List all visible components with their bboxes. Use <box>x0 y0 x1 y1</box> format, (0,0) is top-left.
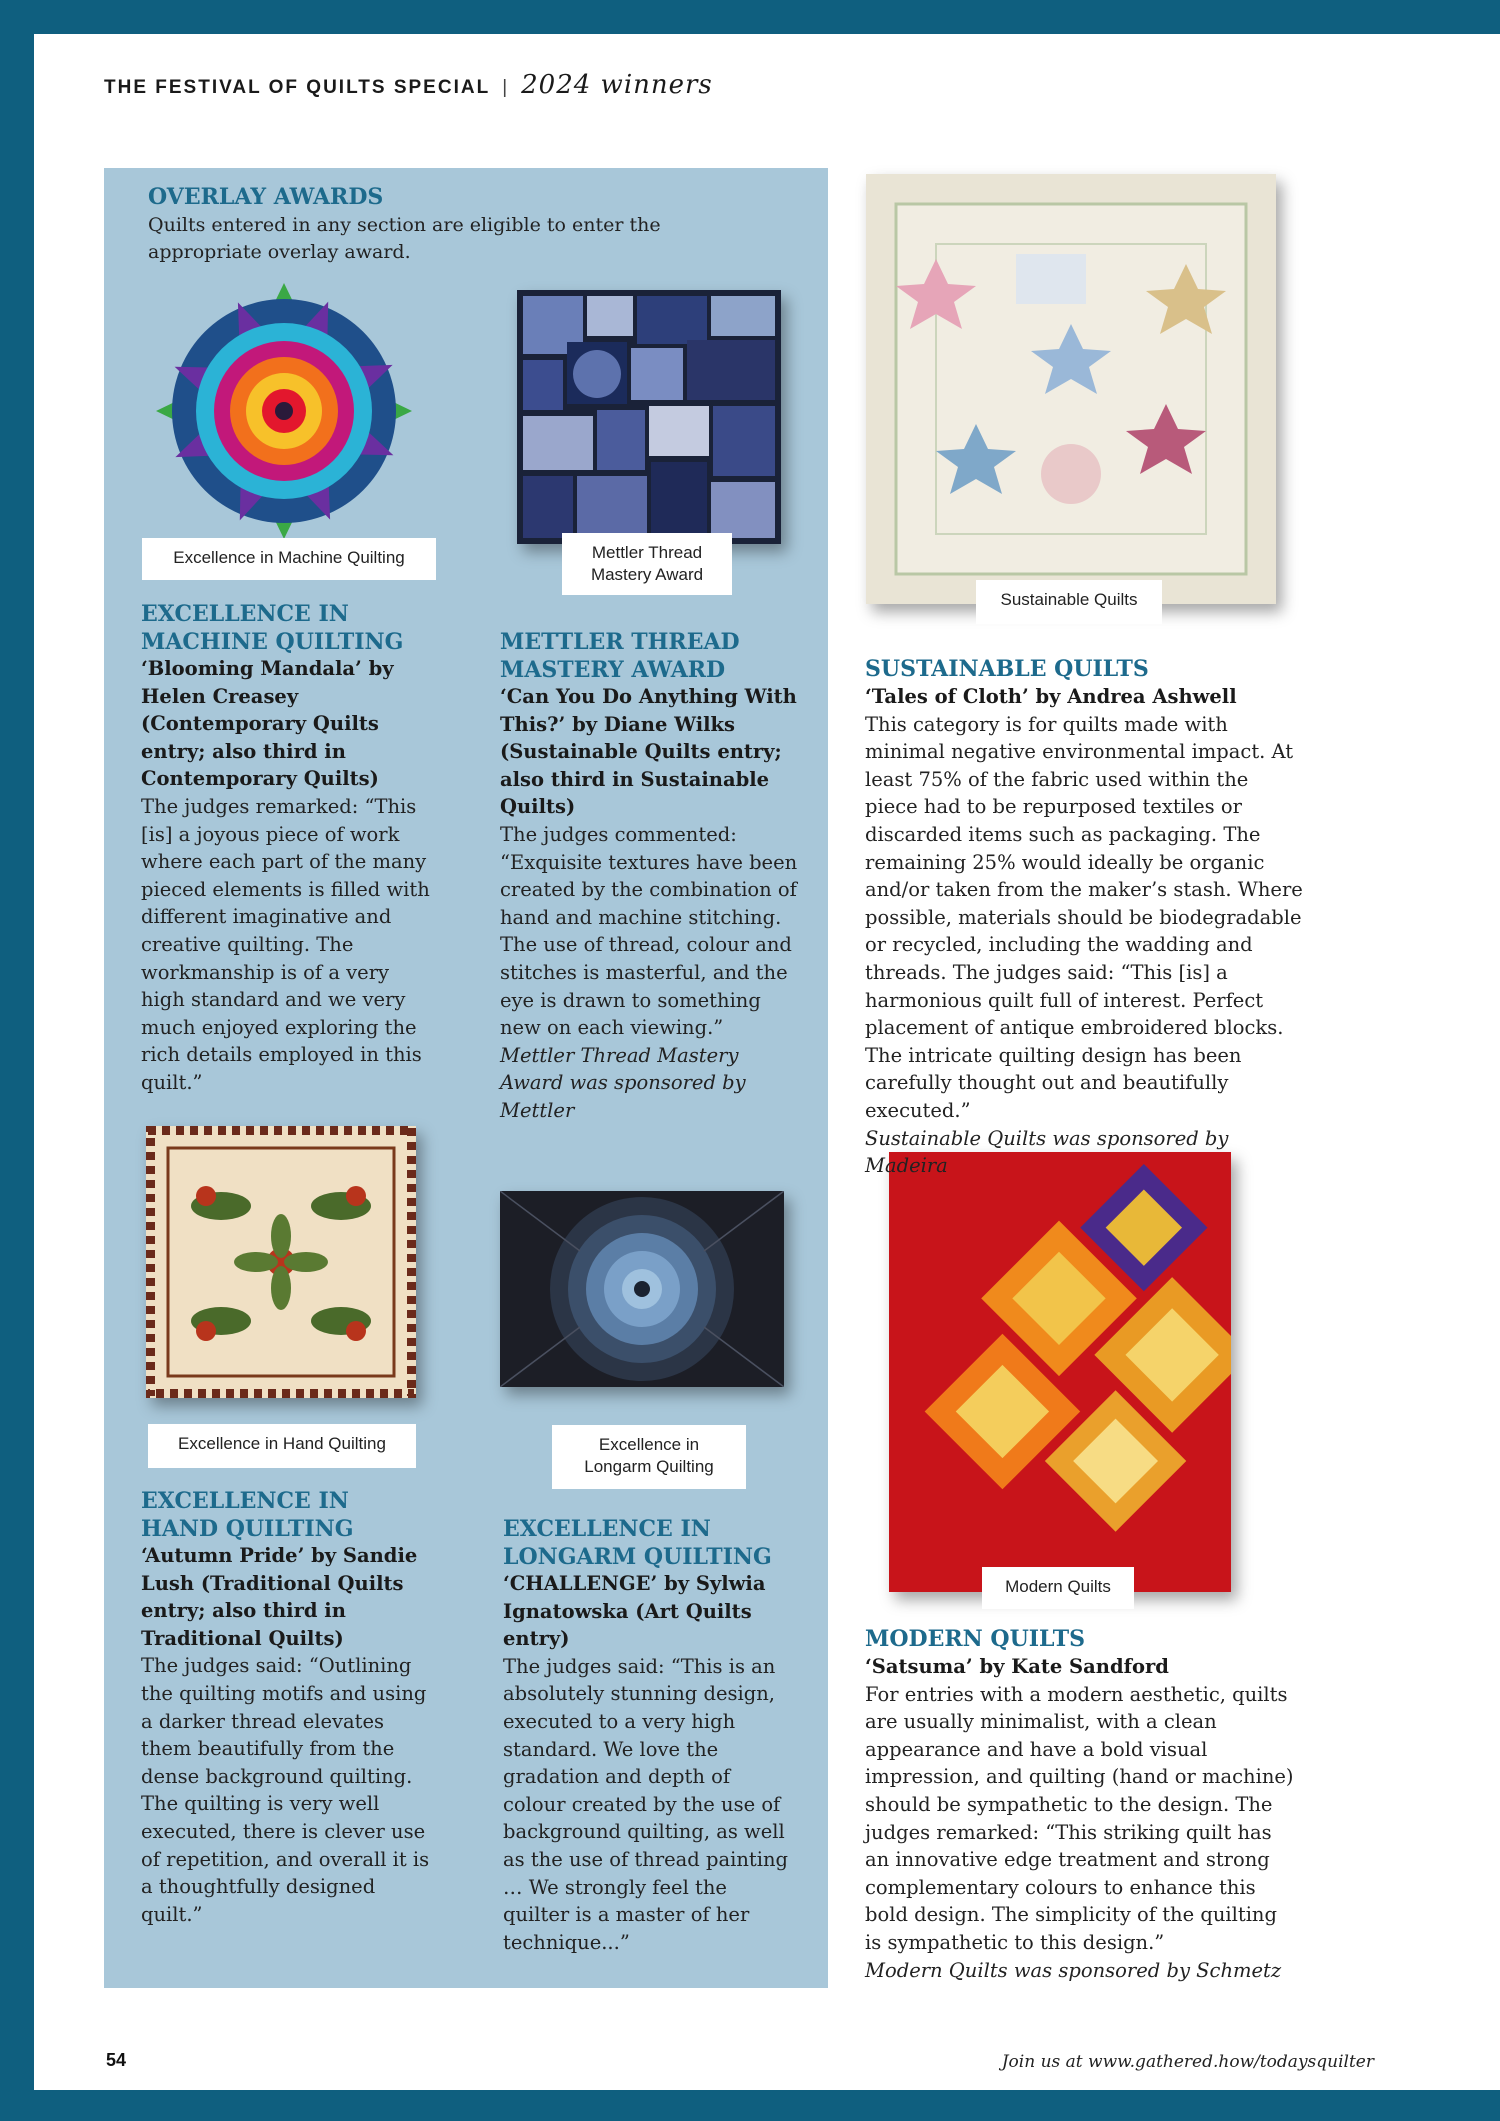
hand-heading: EXCELLENCE IN HAND QUILTING <box>141 1488 354 1542</box>
sustainable-label: Sustainable Quilts <box>976 580 1162 624</box>
header-subtitle: 2024 winners <box>521 70 713 100</box>
modern-title: ‘Satsuma’ by Kate Sandford <box>865 1655 1169 1678</box>
longarm-heading: EXCELLENCE IN LONGARM QUILTING <box>503 1516 772 1570</box>
machine-heading: EXCELLENCE IN MACHINE QUILTING <box>141 601 404 655</box>
overlay-awards-title: OVERLAY AWARDS <box>148 184 384 210</box>
hand-quilting-label: Excellence in Hand Quilting <box>148 1424 416 1468</box>
sustainable-sponsor: Sustainable Quilts was sponsored by Madeira <box>865 1126 1229 1178</box>
mettler-label: Mettler Thread Mastery Award <box>562 533 732 595</box>
modern-label: Modern Quilts <box>982 1567 1134 1609</box>
longarm-title: ‘CHALLENGE’ by Sylwia Ignatowska (Art Quilts entry) <box>503 1572 766 1651</box>
sustainable-body: This category is for quilts made with minimal negative environmental impact. At least 75% of the fabric used within the piece had to be repurposed textiles or discarded items such as packaging. The remaining 25% would ideally be organic and/or taken from the maker’s stash. Where possible, materials should be biodegradable or recycled, including the wadding and threads. The judges said: “This [is] a harmonious quilt full of interest. Perfect placement of antique embroidered blocks. The intricate quilting design has been carefully thought out and beautifully executed.” <box>865 712 1303 1122</box>
longarm-body: The judges said: “This is an absolutely stunning design, executed to a very high standard. We love the gradation and depth of colour created by the use of background quilting, as well as the use of thread painting … We strongly feel the quilter is a master of her technique...” <box>503 1654 789 1954</box>
page-header <box>104 70 713 100</box>
hand-title: ‘Autumn Pride’ by Sandie Lush (Traditional Quilts entry; also third in Traditional Quilts) <box>141 1544 418 1650</box>
longarm-label: Excellence in Longarm Quilting <box>552 1425 746 1489</box>
can-you-do-anything-image <box>517 290 781 544</box>
mettler-body: The judges commented: “Exquisite textures have been created by the combination of hand and machine stitching. The use of thread, colour and stitches is masterful, and the eye is drawn to something new on each viewing.” <box>500 822 798 1040</box>
mettler-heading: METTLER THREAD MASTERY AWARD <box>500 629 740 683</box>
longarm-text <box>503 1570 793 1956</box>
header-separator: | <box>502 77 510 98</box>
machine-title: ‘Blooming Mandala’ by Helen Creasey (Contemporary Quilts entry; also third in Contemporary Quilts) <box>141 657 394 791</box>
satsuma-image <box>889 1152 1231 1592</box>
footer-url: Join us at www.gathered.how/todaysquilter <box>1001 2052 1374 2072</box>
modern-text <box>865 1653 1295 1984</box>
machine-body: The judges remarked: “This [is] a joyous piece of work where each part of the many pieced elements is filled with different imaginative and creative quilting. The workmanship is of a very high standard and we very much enjoyed exploring the rich details employed in this quilt.” <box>141 794 430 1094</box>
autumn-pride-image <box>146 1126 416 1398</box>
challenge-image <box>500 1191 784 1387</box>
modern-heading: MODERN QUILTS <box>865 1626 1085 1652</box>
sustainable-heading: SUSTAINABLE QUILTS <box>865 656 1149 682</box>
mettler-sponsor: Mettler Thread Mastery Award was sponsored by Mettler <box>500 1043 746 1122</box>
page-number: 54 <box>106 2050 127 2070</box>
tales-of-cloth-image <box>866 174 1276 604</box>
hand-body: The judges said: “Outlining the quilting motifs and using a darker thread elevates them beautifully from the dense background quilting. The quilting is very well executed, there is clever use of repetition, and overall it is a thoughtfully designed quilt.” <box>141 1654 430 1926</box>
sustainable-title: ‘Tales of Cloth’ by Andrea Ashwell <box>865 685 1237 708</box>
overlay-awards-intro: Quilts entered in any section are eligible to enter the appropriate overlay award. <box>148 214 661 263</box>
machine-text <box>141 655 431 1097</box>
mettler-text <box>500 683 800 1125</box>
blooming-mandala-image <box>148 282 420 540</box>
header-section: THE FESTIVAL OF QUILTS SPECIAL <box>104 77 491 98</box>
hand-text <box>141 1542 431 1928</box>
machine-quilting-label: Excellence in Machine Quilting <box>142 538 436 580</box>
modern-body: For entries with a modern aesthetic, quilts are usually minimalist, with a clean appearance and have a bold visual impression, and quilting (hand or machine) should be sympathetic to the design. The judges remarked: “This striking quilt has an innovative edge treatment and strong complementary colours to enhance this bold design. The simplicity of the quilting is sympathetic to this design.” <box>865 1682 1294 1954</box>
sustainable-text <box>865 683 1305 1180</box>
mettler-title: ‘Can You Do Anything With This?’ by Diane Wilks (Sustainable Quilts entry; also third in Sustainable Quilts) <box>500 685 797 819</box>
modern-sponsor: Modern Quilts was sponsored by Schmetz <box>865 1958 1282 1982</box>
